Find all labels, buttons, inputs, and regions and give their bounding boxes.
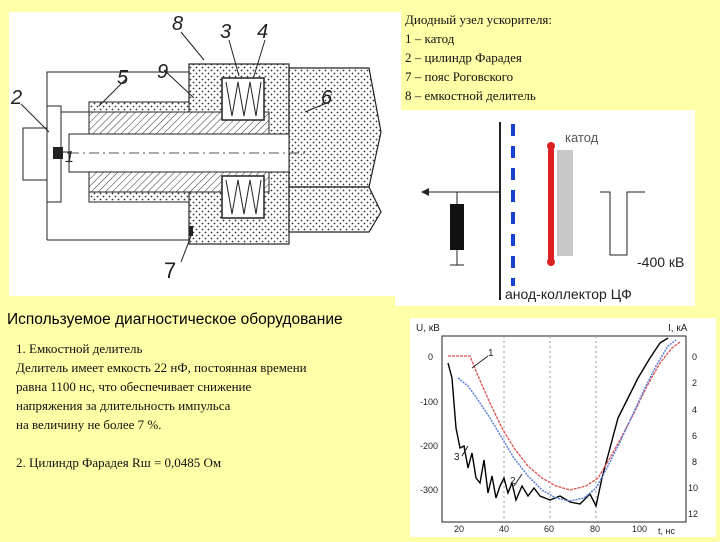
- legend-item: 1 – катод: [405, 31, 455, 46]
- y-right-label: I, кА: [668, 323, 688, 334]
- x-axis-label: t, нс: [658, 526, 675, 536]
- y-right-tick: 4: [692, 405, 698, 415]
- y-left-tick: 0: [428, 352, 434, 362]
- page-subheading: Используемое диагностическое оборудование: [7, 311, 343, 328]
- mech-label-6: 6: [321, 87, 333, 109]
- curve-label-2: 2: [510, 476, 516, 487]
- legend-item: 7 – пояс Роговского: [405, 69, 514, 84]
- cathode-label: катод: [565, 130, 599, 145]
- body-line: 1. Емкостной делитель: [16, 341, 143, 356]
- curve-label-3: 3: [454, 452, 460, 463]
- mech-label-9: 9: [157, 61, 169, 83]
- voltage-label: -400 кВ: [637, 254, 685, 270]
- mech-label-4: 4: [257, 21, 269, 43]
- legend-item: 2 – цилиндр Фарадея: [405, 50, 522, 65]
- y-right-tick: 12: [688, 509, 699, 519]
- y-left-label: U, кВ: [416, 323, 440, 334]
- curve-label-1: 1: [488, 348, 494, 359]
- x-tick: 100: [632, 524, 648, 534]
- x-tick: 80: [590, 524, 601, 534]
- mech-label-5: 5: [117, 67, 129, 89]
- y-right-tick: 2: [692, 378, 698, 388]
- equipment-description: [16, 339, 396, 472]
- body-line: Делитель имеет емкость 22 нФ, постоянная времени: [16, 360, 307, 375]
- y-right-tick: 6: [692, 431, 698, 441]
- mech-label-8: 8: [172, 13, 184, 35]
- y-left-tick: -300: [420, 485, 439, 495]
- mech-label-1: 1: [65, 149, 74, 166]
- anode-label: анод-коллектор ЦФ: [505, 286, 632, 302]
- legend-title: Диодный узел ускорителя:: [405, 12, 553, 27]
- waveform-chart: [410, 318, 716, 537]
- legend: [405, 10, 715, 105]
- y-right-tick: 10: [688, 483, 699, 493]
- legend-item: 8 – емкостной делитель: [405, 88, 536, 103]
- mech-label-2: 2: [11, 87, 23, 109]
- x-tick: 20: [454, 524, 465, 534]
- body-line: 2. Цилиндр Фарадея Rш = 0,0485 Ом: [16, 455, 222, 470]
- x-tick: 60: [544, 524, 555, 534]
- y-left-tick: -100: [420, 397, 439, 407]
- mech-label-7: 7: [164, 258, 177, 283]
- x-tick: 40: [499, 524, 510, 534]
- mech-label-3: 3: [220, 21, 232, 43]
- body-line: напряжения за длительность импульса: [16, 398, 231, 413]
- y-left-tick: -200: [420, 441, 439, 451]
- body-line: равна 1100 нс, что обеспечивает снижение: [16, 379, 252, 394]
- body-line: на величину не более 7 %.: [16, 417, 162, 432]
- y-right-tick: 8: [692, 457, 698, 467]
- body-line: [16, 434, 396, 453]
- diode-assembly-drawing: [9, 12, 401, 296]
- diode-circuit-diagram: [395, 110, 695, 306]
- y-right-tick: 0: [692, 352, 698, 362]
